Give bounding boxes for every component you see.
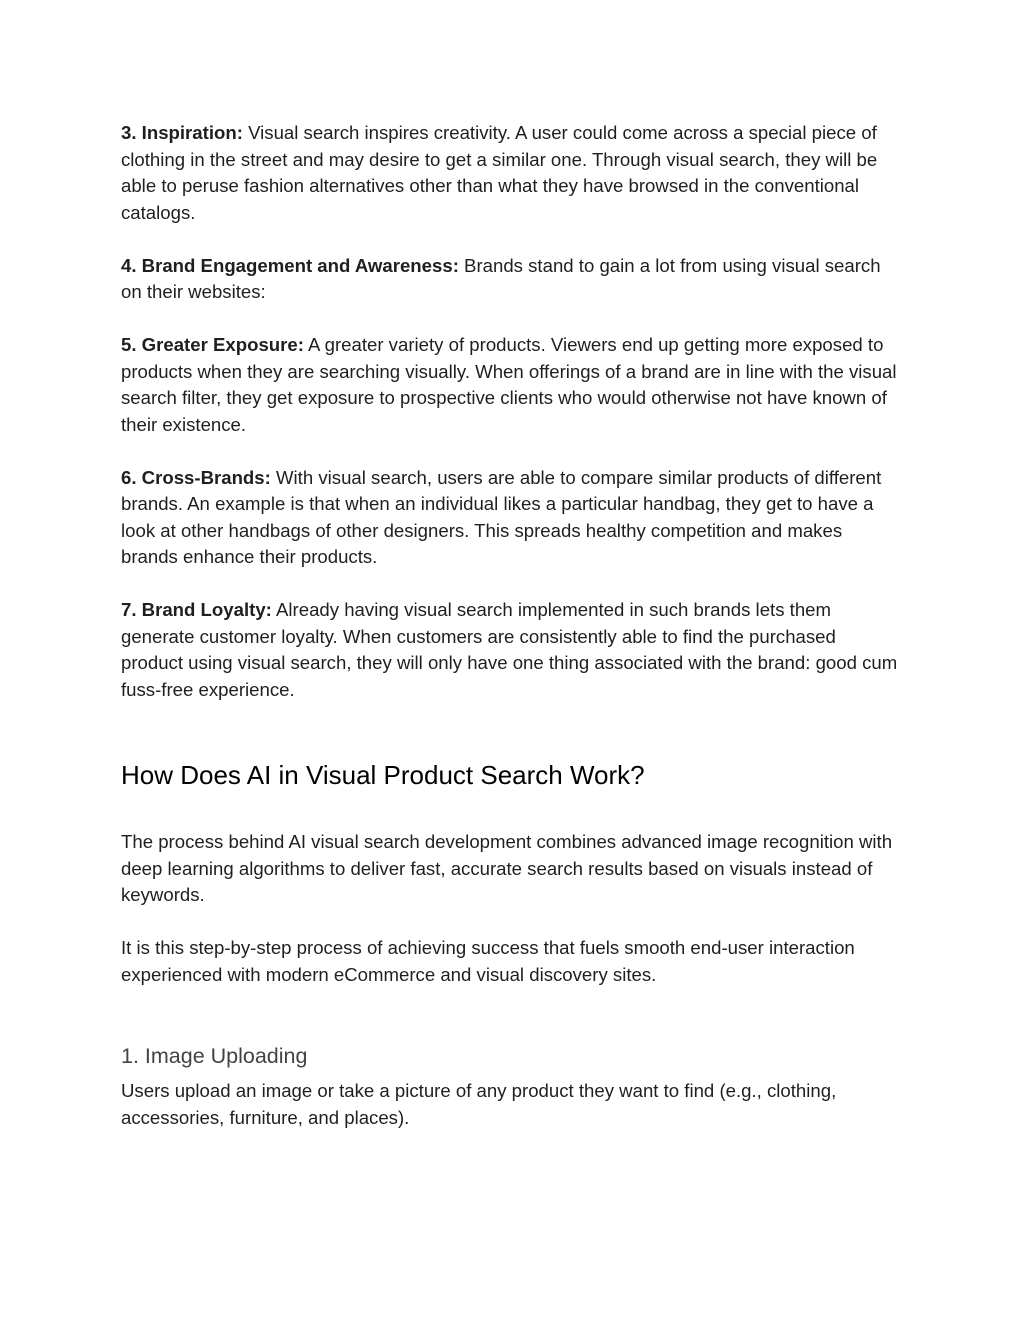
item-text: Brands stand to gain a lot from using visual search on their websites: [121,254,881,302]
item-brand-engagement [121,253,901,306]
item-greater-exposure [121,332,901,438]
section-heading: How Does AI in Visual Product Search Work? [121,760,645,790]
item-lead: 3. Inspiration: [121,122,243,143]
item-brand-loyalty [121,597,901,703]
section-paragraph: It is this step-by-step process of achieving success that fuels smooth end-user interaction experienced with modern eCommerce and visual discovery sites. [121,937,855,985]
item-lead: 7. Brand Loyalty: [121,599,272,620]
item-cross-brands [121,465,901,571]
item-inspiration [121,120,901,226]
item-text: Already having visual search implemented in such brands lets them generate customer loyalty. When customers are consistently able to find the purchased product using visual search, they will only have one thing associated with the brand: good cum fuss-free experience. [121,599,898,700]
subsection-paragraph: Users upload an image or take a picture of any product they want to find (e.g., clothing, accessories, furniture, and places). [121,1080,837,1128]
section-paragraph: The process behind AI visual search development combines advanced image recognition with deep learning algorithms to deliver fast, accurate search results based on visuals instead of keywords. [121,831,893,905]
item-text: With visual search, users are able to compare similar products of different brands. An example is that when an individual likes a particular handbag, they get to have a look at other handbags of other designers. This spreads healthy competition and makes brands enhance their products. [121,466,882,567]
item-lead: 4. Brand Engagement and Awareness: [121,254,459,276]
item-text: A greater variety of products. Viewers end up getting more exposed to products when they are searching visually. When offerings of a brand are in line with the visual search filter, they get exposure to prospective clients who would otherwise not have known of their existence. [121,334,897,435]
item-lead: 6. Cross-Brands: [121,466,271,488]
subsection-heading: 1. Image Uploading [121,1044,308,1068]
document-page [121,120,901,1131]
item-text: Visual search inspires creativity. A user could come across a special piece of clothing in the street and may desire to get a similar one. Through visual search, they will be able to peruse fashion alternatives other than what they have browsed in the conventional catalogs. [121,122,878,223]
item-lead: 5. Greater Exposure: [121,334,304,355]
